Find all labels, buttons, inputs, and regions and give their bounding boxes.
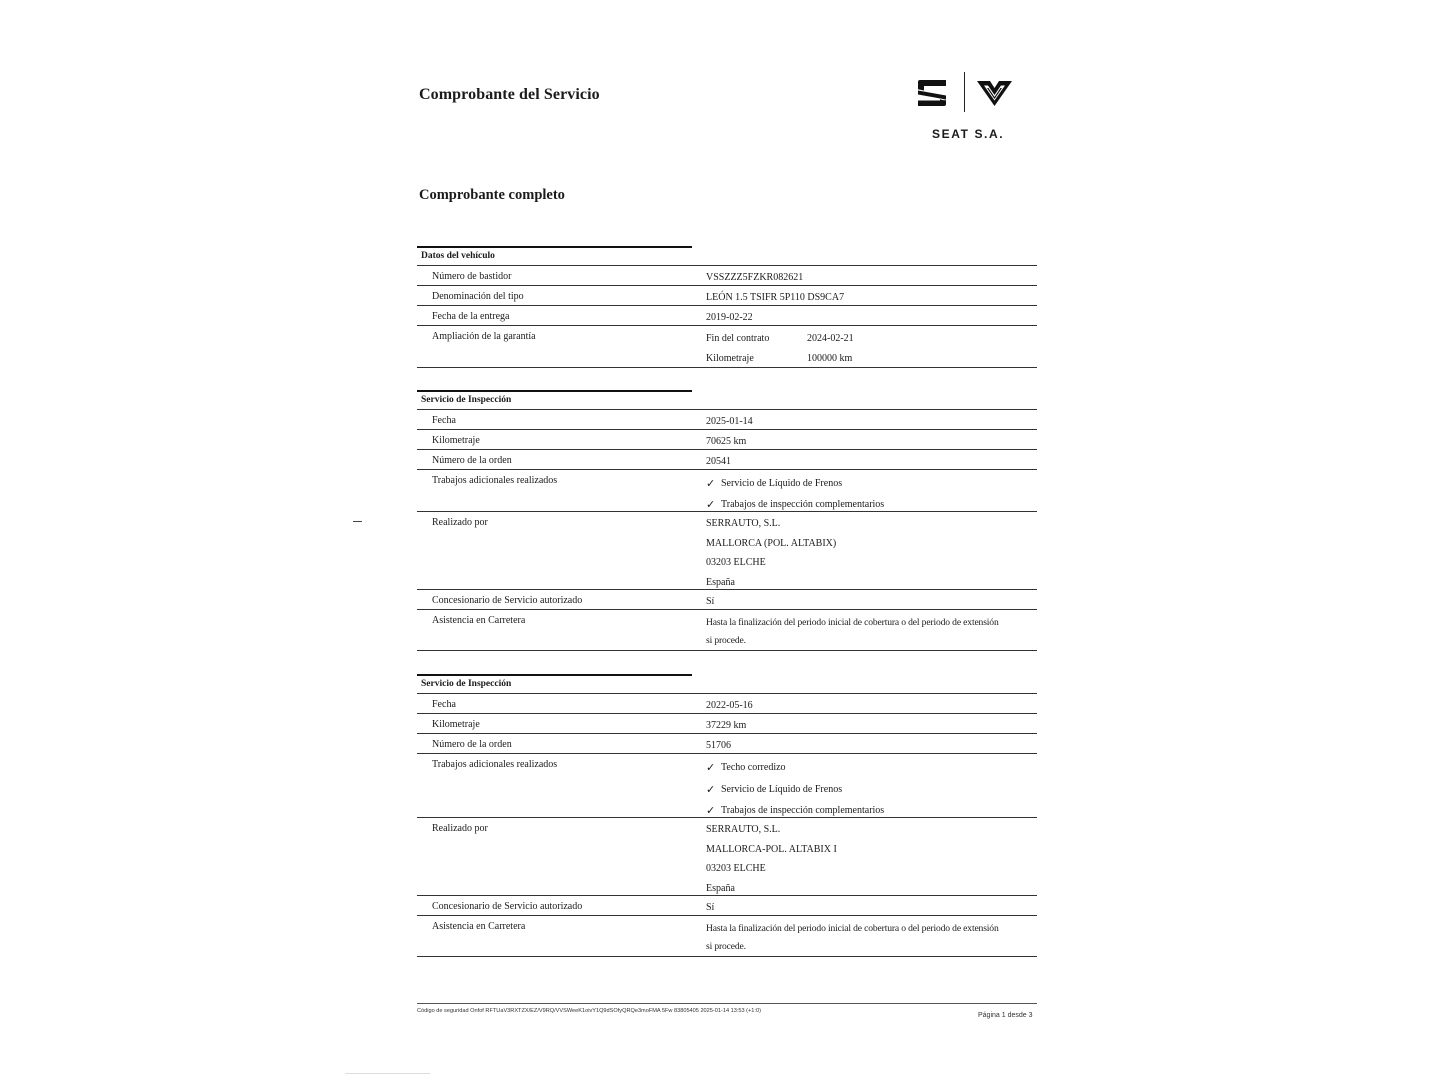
row-value xyxy=(706,734,1037,753)
warranty-key: Kilometraje xyxy=(706,352,754,364)
warranty-value: 100000 km xyxy=(807,352,853,364)
table-row xyxy=(417,450,1037,470)
row-label: Fecha xyxy=(432,415,456,426)
footer-divider xyxy=(417,1003,1037,1004)
checked-item-label: Trabajos de inspección complementarios xyxy=(721,499,885,510)
table-row xyxy=(417,734,1037,754)
row-label: Kilometraje xyxy=(432,435,480,446)
row-label: Número de la orden xyxy=(432,455,512,466)
row-value xyxy=(706,610,1037,650)
checked-item-label: Servicio de Líquido de Frenos xyxy=(721,783,843,795)
section-vehicle-data xyxy=(417,246,1037,368)
value-line: si procede. xyxy=(706,941,746,952)
checked-item-label: Trabajos de inspección complementarios xyxy=(721,805,885,816)
checked-item xyxy=(706,779,1037,801)
row-value xyxy=(706,916,1037,956)
value-line: MALLORCA (POL. ALTABIX) xyxy=(706,537,837,549)
row-label: Concesionario de Servicio autorizado xyxy=(432,901,583,912)
value-line: 70625 km xyxy=(706,436,747,447)
row-value xyxy=(706,326,1037,367)
value-line: Hasta la finalización del periodo inicial de cobertura o del periodo de extensión xyxy=(706,923,999,934)
table-row xyxy=(417,512,1037,590)
value-line: si procede. xyxy=(706,635,746,646)
row-label: Asistencia en Carretera xyxy=(432,921,526,932)
value-line: 03203 ELCHE xyxy=(706,557,766,568)
seat-logo-icon xyxy=(917,79,947,107)
row-label: Trabajos adicionales realizados xyxy=(432,475,558,486)
value-line: 2022-05-16 xyxy=(706,700,753,711)
scan-artifact xyxy=(353,521,362,522)
row-label: Número de la orden xyxy=(432,739,512,750)
table-row xyxy=(417,470,1037,512)
table-row xyxy=(417,266,1037,286)
value-line: 37229 km xyxy=(706,720,747,731)
section-title: Servicio de Inspección xyxy=(417,676,1037,694)
warranty-key: Fin del contrato xyxy=(706,333,770,344)
value-line: VSSZZZ5FZKR082621 xyxy=(706,272,804,283)
value-line: SERRAUTO, S.L. xyxy=(706,518,781,529)
row-label: Realizado por xyxy=(432,823,488,834)
row-value xyxy=(706,470,1037,511)
section-title: Datos del vehículo xyxy=(417,248,1037,266)
section-title: Servicio de Inspección xyxy=(417,392,1037,410)
warranty-item xyxy=(706,329,1037,349)
row-label: Ampliación de la garantía xyxy=(432,331,536,342)
row-label: Asistencia en Carretera xyxy=(432,615,526,626)
value-line: MALLORCA-POL. ALTABIX I xyxy=(706,843,837,855)
table-row xyxy=(417,818,1037,896)
table-row xyxy=(417,754,1037,818)
row-value xyxy=(706,896,1037,915)
table-row xyxy=(417,694,1037,714)
row-value xyxy=(706,714,1037,733)
table-row xyxy=(417,896,1037,916)
checked-item xyxy=(706,757,1037,779)
table-row xyxy=(417,714,1037,734)
table-row xyxy=(417,430,1037,450)
footer-page-number: Página 1 desde 3 xyxy=(978,1012,1033,1019)
checked-item xyxy=(706,473,1037,494)
row-value xyxy=(706,818,1037,895)
row-value xyxy=(706,430,1037,449)
row-value xyxy=(706,590,1037,609)
value-line: 2019-02-22 xyxy=(706,312,753,323)
row-value xyxy=(706,306,1037,325)
table-row xyxy=(417,326,1037,368)
check-icon: ✓ xyxy=(706,804,716,818)
value-line: 20541 xyxy=(706,456,731,467)
row-label: Denominación del tipo xyxy=(432,291,524,302)
row-value xyxy=(706,754,1037,817)
scan-artifact xyxy=(345,1073,430,1074)
row-label: Fecha xyxy=(432,699,456,710)
section-inspection-2 xyxy=(417,674,1037,957)
section-inspection-1 xyxy=(417,390,1037,651)
row-value xyxy=(706,266,1037,285)
row-label: Fecha de la entrega xyxy=(432,311,510,322)
checked-item-label: Techo corredizo xyxy=(721,762,786,773)
value-line: Hasta la finalización del periodo inicial de cobertura o del periodo de extensión xyxy=(706,617,999,628)
warranty-item xyxy=(706,349,1037,369)
value-line: 03203 ELCHE xyxy=(706,863,766,874)
check-icon: ✓ xyxy=(706,761,716,775)
row-label: Kilometraje xyxy=(432,719,480,730)
value-line: Sí xyxy=(706,902,715,913)
table-row xyxy=(417,590,1037,610)
table-row xyxy=(417,286,1037,306)
row-value xyxy=(706,512,1037,589)
check-icon: ✓ xyxy=(706,498,716,511)
cupra-logo-icon xyxy=(976,79,1013,107)
value-line: SERRAUTO, S.L. xyxy=(706,824,781,835)
row-label: Concesionario de Servicio autorizado xyxy=(432,595,583,606)
row-label: Realizado por xyxy=(432,517,488,528)
checked-item-label: Servicio de Líquido de Frenos xyxy=(721,478,843,489)
check-icon: ✓ xyxy=(706,782,716,796)
row-value xyxy=(706,286,1037,305)
row-value xyxy=(706,410,1037,429)
document-subtitle: Comprobante completo xyxy=(419,187,565,203)
check-icon: ✓ xyxy=(706,477,716,490)
row-label: Número de bastidor xyxy=(432,271,512,282)
document-title: Comprobante del Servicio xyxy=(419,86,600,103)
table-row xyxy=(417,610,1037,651)
logo-divider xyxy=(964,72,965,112)
footer-security-code: Código de seguridad Onfof RFTUaV3RXTZX/EZ/V9RQ/VVSWeeK1oivY1Q9dSOfyQRQe3moFMA 5Fw 83805405 2025-01-14 13:53 (+1:0) xyxy=(417,1008,761,1014)
value-line: 2025-01-14 xyxy=(706,416,753,427)
brand-name: SEAT S.A. xyxy=(932,127,1005,141)
row-label: Trabajos adicionales realizados xyxy=(432,759,558,770)
value-line: LEÓN 1.5 TSIFR 5P110 DS9CA7 xyxy=(706,292,845,303)
table-row xyxy=(417,306,1037,326)
value-line: Sí xyxy=(706,596,715,607)
table-row xyxy=(417,410,1037,430)
row-value xyxy=(706,694,1037,713)
value-line: España xyxy=(706,576,735,588)
row-value xyxy=(706,450,1037,469)
warranty-value: 2024-02-21 xyxy=(807,333,854,344)
value-line: 51706 xyxy=(706,740,731,751)
value-line: España xyxy=(706,882,735,894)
table-row xyxy=(417,916,1037,957)
